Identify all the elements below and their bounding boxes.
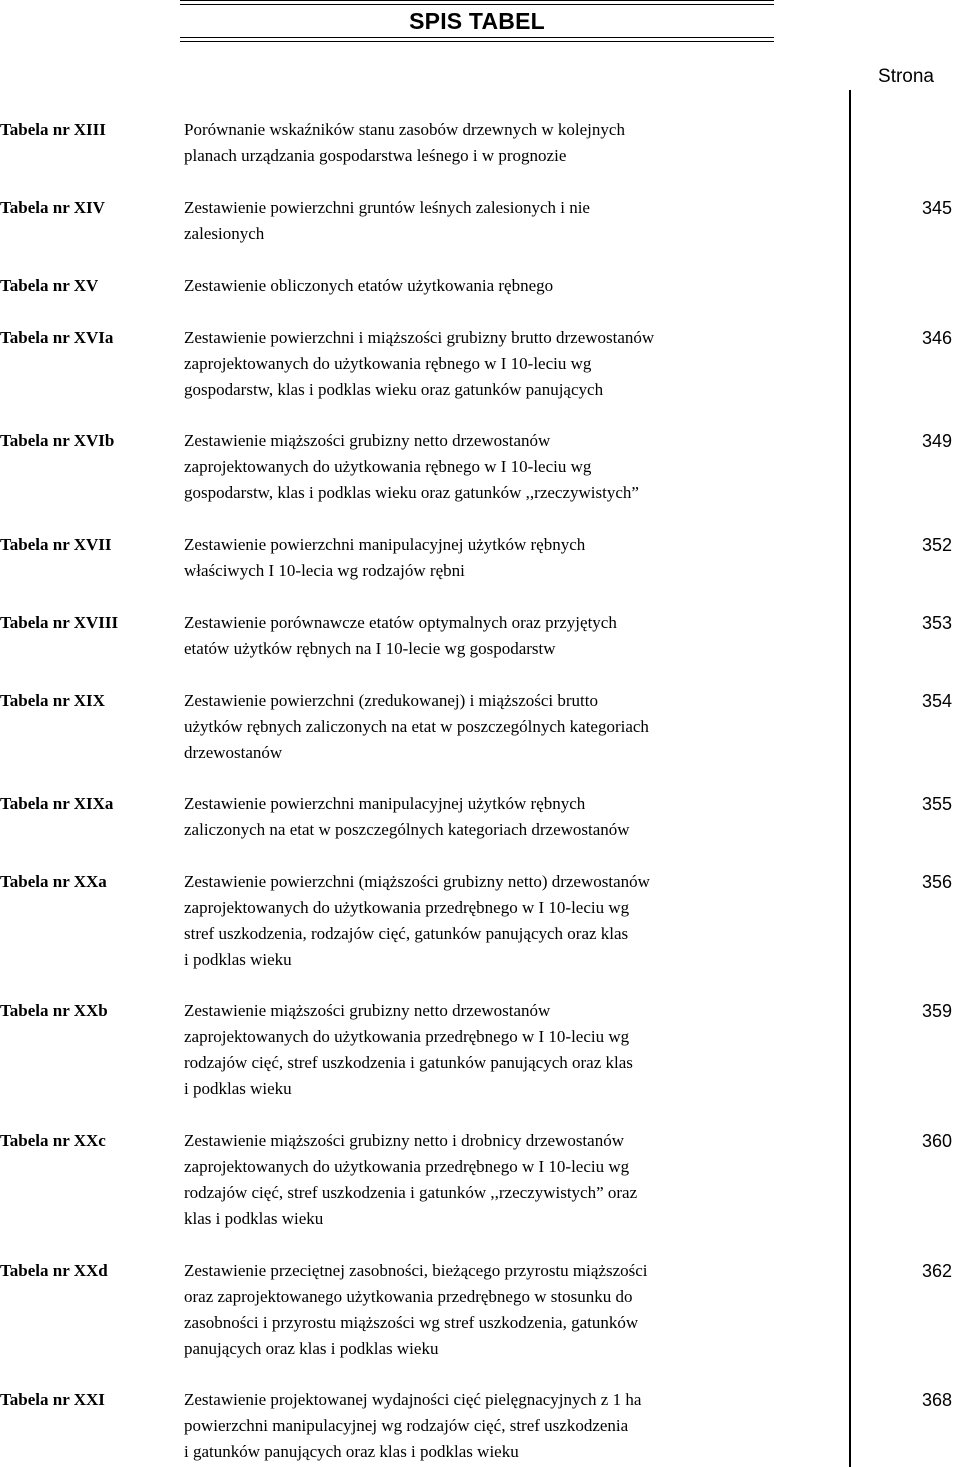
page-title: SPIS TABEL bbox=[409, 7, 545, 34]
toc-entry-description: Zestawienie powierzchni manipulacyjnej użytków rębnych zaliczonych na etat w poszczególnych kategoriach drzewostanów bbox=[184, 794, 630, 839]
toc-entry-label: Tabela nr XIV bbox=[0, 198, 105, 217]
toc-entry-label: Tabela nr XVII bbox=[0, 535, 112, 554]
toc-entry-description: Zestawienie miąższości grubizny netto i drobnicy drzewostanów zaprojektowanych do użytkowania przedrębnego w I 10-leciu wg rodzajów cięć, stref uszkodzenia i gatunków ,,rzeczywistych” oraz klas i podklas wieku bbox=[184, 1131, 638, 1228]
toc-entry-page: 359 bbox=[921, 1001, 952, 1021]
toc-entry-label: Tabela nr XIII bbox=[0, 120, 106, 139]
toc-entry-label: Tabela nr XV bbox=[0, 276, 99, 295]
toc-entry-description: Zestawienie powierzchni (miąższości grubizny netto) drzewostanów zaprojektowanych do użytkowania przedrębnego w I 10-leciu wg stref uszkodzenia, rodzajów cięć, gatunków panujących oraz klas i podklas wieku bbox=[184, 872, 650, 969]
toc-entry-description: Zestawienie powierzchni gruntów leśnych zalesionych i nie zalesionych bbox=[184, 198, 590, 243]
toc-entry-description: Zestawienie powierzchni (zredukowanej) i miąższości brutto użytków rębnych zaliczonych na etat w poszczególnych kategoriach drzewostanów bbox=[184, 691, 649, 762]
toc-entry-description: Zestawienie miąższości grubizny netto drzewostanów zaprojektowanych do użytkowania rębnego w I 10-leciu wg gospodarstw, klas i podklas wieku oraz gatunków ,,rzeczywistych” bbox=[184, 431, 639, 502]
toc-entry-page: 346 bbox=[921, 328, 952, 348]
page-column-divider bbox=[849, 90, 851, 1467]
toc-entry-description: Zestawienie projektowanej wydajności cięć pielęgnacyjnych z 1 ha powierzchni manipulacyjnej wg rodzajów cięć, stref uszkodzenia i gatunków panujących oraz klas i podklas wieku bbox=[184, 1390, 642, 1461]
page-title-box bbox=[180, 0, 774, 42]
toc-entry-description: Zestawienie powierzchni manipulacyjnej użytków rębnych właściwych I 10-lecia wg rodzajów rębni bbox=[184, 535, 586, 580]
toc-entry-page: 368 bbox=[921, 1390, 952, 1410]
toc-entry-label: Tabela nr XIX bbox=[0, 691, 105, 710]
toc-entry-page: 360 bbox=[921, 1131, 952, 1151]
toc-entry-description: Zestawienie obliczonych etatów użytkowania rębnego bbox=[184, 276, 554, 295]
toc-entry-label: Tabela nr XXb bbox=[0, 1001, 108, 1020]
toc-entry-label: Tabela nr XXa bbox=[0, 872, 107, 891]
toc-entry-label: Tabela nr XXc bbox=[0, 1131, 106, 1150]
toc-entry-page: 356 bbox=[921, 872, 952, 892]
toc-entry-page: 345 bbox=[921, 198, 952, 218]
toc-entry-description: Zestawienie porównawcze etatów optymalnych oraz przyjętych etatów użytków rębnych na I 10-lecie wg gospodarstw bbox=[184, 613, 617, 658]
toc-entry-label: Tabela nr XVIa bbox=[0, 328, 114, 347]
toc-entry-label: Tabela nr XVIb bbox=[0, 431, 115, 450]
toc-entry-description: Zestawienie miąższości grubizny netto drzewostanów zaprojektowanych do użytkowania przedrębnego w I 10-leciu wg rodzajów cięć, stref uszkodzenia i gatunków panujących oraz klas i podklas wieku bbox=[184, 1001, 633, 1098]
toc-entry-description: Porównanie wskaźników stanu zasobów drzewnych w kolejnych planach urządzania gospodarstwa leśnego i w prognozie bbox=[184, 120, 625, 165]
toc-entry-label: Tabela nr XXI bbox=[0, 1390, 105, 1409]
toc-entry-description: Zestawienie przeciętnej zasobności, bieżącego przyrostu miąższości oraz zaprojektowanego użytkowania przedrębnego w stosunku do zasobności i przyrostu miąższości wg stref uszkodzenia, gatunków panujących oraz klas i podklas wieku bbox=[184, 1261, 648, 1358]
toc-entry-page: 362 bbox=[921, 1261, 952, 1281]
toc-entry-page: 349 bbox=[921, 431, 952, 451]
toc-entry-page: 354 bbox=[921, 691, 952, 711]
toc-entry-label: Tabela nr XIXa bbox=[0, 794, 114, 813]
toc-entry-page: 355 bbox=[921, 794, 952, 814]
toc-entry-description: Zestawienie powierzchni i miąższości grubizny brutto drzewostanów zaprojektowanych do użytkowania rębnego w I 10-leciu wg gospodarstw, klas i podklas wieku oraz gatunków panujących bbox=[184, 328, 655, 399]
page-column-label: Strona bbox=[878, 66, 934, 87]
toc-entry-page: 352 bbox=[921, 535, 952, 555]
toc-entry-label: Tabela nr XVIII bbox=[0, 613, 119, 632]
toc-entry-page: 353 bbox=[921, 613, 952, 633]
toc-entry-label: Tabela nr XXd bbox=[0, 1261, 108, 1280]
